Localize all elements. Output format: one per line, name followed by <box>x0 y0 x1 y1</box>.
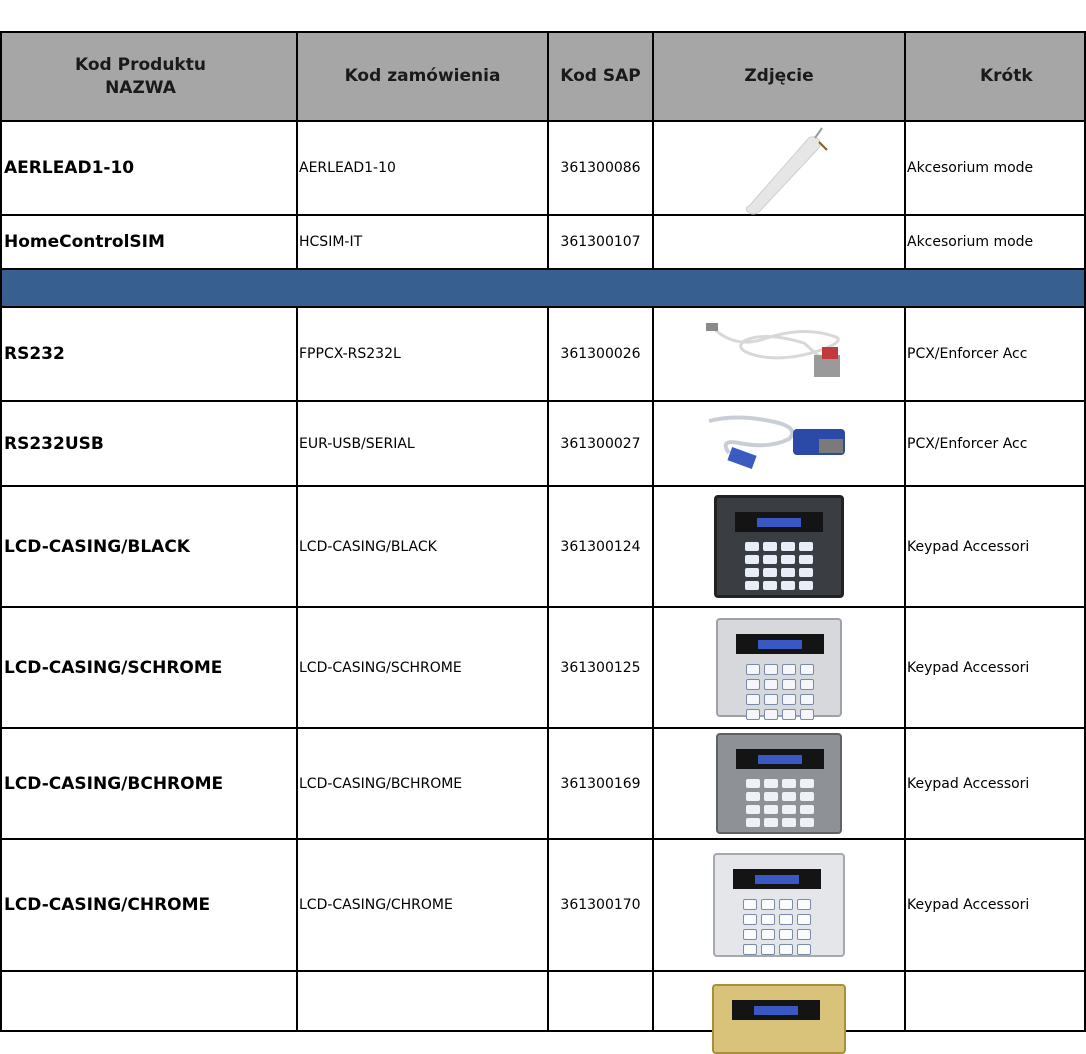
row-9-sap <box>549 972 654 1032</box>
header-product-code-line1: Kod Produktu <box>75 54 206 75</box>
keypad-black-chrome-photo <box>654 729 906 840</box>
row-3-desc: PCX/Enforcer Acc <box>906 308 1086 402</box>
product-table <box>0 31 1034 1024</box>
antenna-lead-photo <box>654 122 906 216</box>
row-5-desc: Keypad Accessori <box>906 487 1086 608</box>
row-4-name: RS232USB <box>2 402 298 487</box>
row-6-name: LCD-CASING/SCHROME <box>2 608 298 729</box>
row-8-name: LCD-CASING/CHROME <box>2 840 298 972</box>
row-5-name: LCD-CASING/BLACK <box>2 487 298 608</box>
header-product-code <box>2 33 298 122</box>
row-3-sap: 361300026 <box>549 308 654 402</box>
keypad-gold-photo <box>654 972 906 1032</box>
row-5-order: LCD-CASING/BLACK <box>298 487 549 608</box>
row-7-name: LCD-CASING/BCHROME <box>2 729 298 840</box>
product-grid <box>0 31 1086 1032</box>
header-photo: Zdjęcie <box>654 33 906 122</box>
header-order-code: Kod zamówienia <box>298 33 549 122</box>
row-9-order <box>298 972 549 1032</box>
keypad-satin-chrome-photo <box>654 608 906 729</box>
row-8-order: LCD-CASING/CHROME <box>298 840 549 972</box>
row-9-name <box>2 972 298 1032</box>
row-2-name: HomeControlSIM <box>2 216 298 270</box>
row-8-sap: 361300170 <box>549 840 654 972</box>
row-1-desc: Akcesorium mode <box>906 122 1086 216</box>
usb-serial-adapter-photo <box>654 402 906 487</box>
row-1-name: AERLEAD1-10 <box>2 122 298 216</box>
row-9-desc <box>906 972 1086 1032</box>
row-4-order: EUR-USB/SERIAL <box>298 402 549 487</box>
rs232-cable-photo <box>654 308 906 402</box>
row-4-sap: 361300027 <box>549 402 654 487</box>
row-2-order: HCSIM-IT <box>298 216 549 270</box>
row-8-desc: Keypad Accessori <box>906 840 1086 972</box>
keypad-black-photo <box>654 487 906 608</box>
row-5-sap: 361300124 <box>549 487 654 608</box>
row-4-desc: PCX/Enforcer Acc <box>906 402 1086 487</box>
row-3-order: FPPCX-RS232L <box>298 308 549 402</box>
keypad-chrome-photo <box>654 840 906 972</box>
header-sap-code: Kod SAP <box>549 33 654 122</box>
row-2-sap: 361300107 <box>549 216 654 270</box>
row-3-name: RS232 <box>2 308 298 402</box>
row-7-order: LCD-CASING/BCHROME <box>298 729 549 840</box>
header-product-code-line2: NAZWA <box>105 77 176 98</box>
row-2-desc: Akcesorium mode <box>906 216 1086 270</box>
row-6-desc: Keypad Accessori <box>906 608 1086 729</box>
row-7-desc: Keypad Accessori <box>906 729 1086 840</box>
row-7-sap: 361300169 <box>549 729 654 840</box>
row-1-order: AERLEAD1-10 <box>298 122 549 216</box>
header-description: Krótk <box>906 33 1086 122</box>
row-6-order: LCD-CASING/SCHROME <box>298 608 549 729</box>
section-band <box>2 270 1086 308</box>
row-1-sap: 361300086 <box>549 122 654 216</box>
row-6-sap: 361300125 <box>549 608 654 729</box>
row-2-photo-empty <box>654 216 906 270</box>
